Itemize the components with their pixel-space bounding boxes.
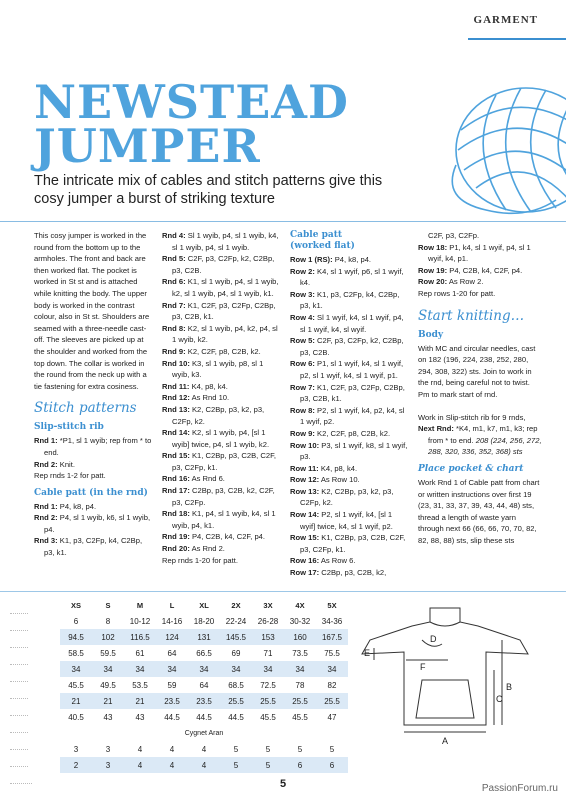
slip-rnd-2: Rnd 2: Knit. [34, 459, 75, 469]
table-cell: 153 [252, 629, 284, 645]
table-cell: 45.5 [252, 709, 284, 725]
table-cell: 8 [92, 613, 124, 629]
size-header: 5X [327, 600, 337, 610]
table-cell: 64 [156, 645, 188, 661]
table-cell: 4 [156, 757, 188, 773]
next-round: Next Rnd: *K4, m1, k7, m1, k3; rep from * to end. 208 (224, 256, 272, 288, 320, 336, 352, 368) sts [418, 424, 542, 457]
pattern-row: Rnd 13: K2, C2Bp, p3, k2, p3, C2Fp, k2. [162, 404, 265, 426]
pattern-row: Row 5: C2F, p3, C2Fp, k2, C2Bp, p3, C2B. [290, 336, 404, 357]
pattern-row: Rnd 3: K1, p3, C2Fp, k4, C2Bp, p3, k1. [34, 536, 143, 558]
table-cell: 6 [284, 757, 316, 773]
col4-continuation: C2F, p3, C2Fp. [428, 231, 480, 240]
pattern-row: Rnd 2: P4, sl 1 wyib, k6, sl 1 wyib, p4. [34, 513, 151, 534]
table-cell: 78 [284, 677, 316, 693]
table-cell: 43 [124, 709, 156, 725]
pattern-row: Rnd 19: P4, C2B, k4, C2F, p4. [162, 532, 266, 542]
table-cell: 45.5 [284, 709, 316, 725]
table-cell: 25.5 [252, 693, 284, 709]
table-cell: 45.5 [60, 677, 92, 693]
table-cell: 34 [316, 661, 348, 677]
table-cell: 71 [252, 645, 284, 661]
size-header: 3X [263, 600, 273, 610]
table-cell: 72.5 [252, 677, 284, 693]
table-cell: 69 [220, 645, 252, 661]
table-cell: 53.5 [124, 677, 156, 693]
table-cell: 34 [188, 661, 220, 677]
table-cell: 44.5 [156, 709, 188, 725]
table-cell: 34 [60, 661, 92, 677]
table-cell: 10-12 [124, 613, 156, 629]
table-cell: 59.5 [92, 645, 124, 661]
col1-rows [34, 501, 152, 559]
table-row [28, 645, 348, 661]
table-cell: 4 [156, 741, 188, 757]
pattern-row: Rnd 8: K2, sl 1 wyib, p4, k2, p4, sl 1 wyib, k2. [162, 323, 278, 345]
pattern-row: Row 19: P4, C2B, k4, C2F, p4. [418, 265, 523, 275]
pattern-row: Rnd 17: C2Bp, p3, C2B, k2, C2F, p3, C2Fp. [162, 486, 275, 507]
garment-schematic [360, 600, 540, 750]
page-subtitle: The intricate mix of cables and stitch patterns give this cosy jumper a burst of striking texture [34, 173, 383, 207]
section-label: GARMENT [473, 14, 538, 26]
start-knitting-heading: Start knitting… [418, 307, 525, 324]
pattern-row: Rnd 1: P4, k8, p4. [34, 501, 97, 511]
pattern-row: Row 9: K2, C2F, p8, C2B, k2. [290, 428, 391, 438]
pattern-row: Row 7: K1, C2F, p3, C2Fp, C2Bp, p3, C2B, k1. [290, 382, 405, 404]
table-cell: 25.5 [284, 693, 316, 709]
pattern-row: Rnd 16: As Rnd 6. [162, 474, 225, 484]
pattern-row: Row 10: P3, sl 1 wyif, k8, sl 1 wyif, p3. [290, 440, 408, 462]
pattern-row: Row 12: As Row 10. [290, 475, 360, 485]
size-table [28, 597, 348, 773]
body-text-2: Work in Slip-stitch rib for 9 rnds, [418, 412, 526, 422]
pattern-row: Row 11: K4, p8, k4. [290, 463, 358, 473]
table-cell: 34 [284, 661, 316, 677]
table-row [28, 629, 348, 645]
pattern-row: Rnd 12: As Rnd 10. [162, 393, 230, 403]
pattern-row: Row 1 (RS): P4, k8, p4. [290, 255, 372, 264]
table-cell: 5 [252, 757, 284, 773]
table-cell: 75.5 [316, 645, 348, 661]
pattern-row: Rnd 7: K1, C2F, p3, C2Fp, C2Bp, p3, C2B, k1. [162, 300, 276, 322]
table-cell: 22-24 [220, 613, 252, 629]
size-header: XS [70, 600, 81, 610]
table-row [28, 709, 348, 725]
table-cell: 47 [316, 709, 348, 725]
table-cell: 102 [92, 629, 124, 645]
table-cell: 131 [188, 629, 220, 645]
table-cell: 4 [188, 741, 220, 757]
watermark: PassionForum.ru [481, 783, 558, 794]
yarn-label-row [28, 725, 348, 741]
size-header: L [169, 600, 175, 610]
table-cell: 4 [124, 741, 156, 757]
column-1 [34, 230, 152, 559]
table-cell: 26-28 [252, 613, 284, 629]
table-cell: 14-16 [156, 613, 188, 629]
stitch-patterns-heading: Stitch patterns [34, 400, 137, 417]
pattern-row: Rnd 14: K2, sl 1 wyib, p4, [sl 1 wyib] twice, p4, sl 1 wyib, k2. [162, 428, 270, 449]
label-e: E [364, 648, 371, 658]
table-cell: 73.5 [284, 645, 316, 661]
table-cell: 3 [92, 757, 124, 773]
table-divider [0, 591, 566, 592]
table-cell: 5 [284, 741, 316, 757]
pattern-row: Rnd 9: K2, C2F, p8, C2B, k2. [162, 346, 261, 356]
yarn-ball-illustration [426, 70, 566, 230]
size-header: XL [199, 600, 209, 610]
table-cell: 18-20 [188, 613, 220, 629]
table-cell: 94.5 [60, 629, 92, 645]
label-c: C [496, 694, 503, 704]
pattern-row: Row 4: Sl 1 wyif, k4, sl 1 wyif, p4, sl 1 wyif, k4, sl wyif. [290, 312, 404, 334]
size-header: 4X [295, 600, 305, 610]
table-cell: 23.5 [156, 693, 188, 709]
table-row [28, 757, 348, 773]
table-cell: 3 [92, 741, 124, 757]
table-cell: 34 [124, 661, 156, 677]
table-cell: 58.5 [60, 645, 92, 661]
title-line-1: NEWSTEAD [34, 75, 349, 129]
label-f: F [420, 662, 426, 672]
size-header: 2X [231, 600, 241, 610]
table-cell: 116.5 [124, 629, 156, 645]
size-header: M [136, 600, 144, 610]
label-a: A [442, 736, 449, 746]
pattern-row: Row 18: P1, k4, sl 1 wyif, p4, sl 1 wyif, k4, p1. [418, 242, 531, 264]
table-cell: 160 [284, 629, 316, 645]
slip-rnd-1: Rnd 1: *P1, sl 1 wyib; rep from * to end. [34, 436, 152, 457]
table-cell: 2 [60, 757, 92, 773]
slip-repeat: Rep rnds 1-2 for patt. [34, 471, 106, 481]
pattern-row: Row 3: K1, p3, C2Fp, k4, C2Bp, p3, k1. [290, 289, 400, 311]
pattern-row: Row 20: As Row 2. [418, 277, 484, 287]
table-cell: 82 [316, 677, 348, 693]
size-header: S [105, 600, 111, 610]
table-cell: 145.5 [220, 629, 252, 645]
col4-repeat: Rep rows 1-20 for patt. [418, 288, 496, 298]
pattern-row: Rnd 6: K1, sl 1 wyib, p4, sl 1 wyib, k2, sl 1 wyib, p4, sl 1 wyib, k1. [162, 277, 279, 298]
table-cell: 43 [92, 709, 124, 725]
cable-patt-rnd-heading: Cable patt (in the rnd) [34, 487, 148, 498]
table-cell: 5 [220, 757, 252, 773]
label-b: B [506, 682, 513, 692]
table-row [28, 741, 348, 757]
intro-text: This cosy jumper is worked in the round from the bottom up to the armholes. The front and back are then worked flat. The pocket is worked in St st and is attached while knitting the body. The upper body is worked in the contrast colour, also in St st. Shoulders are seamed with a three-needle cast-off. The sleeves are picked up at the shoulder and worked from the top down. The collar is worked in the round from the neck up with a tie fastening for extra cosiness. [34, 231, 150, 391]
cable-patt-flat-heading: Cable patt (worked flat) [290, 230, 355, 251]
table-cell: 4 [124, 757, 156, 773]
table-cell: 25.5 [220, 693, 252, 709]
pattern-row: Rnd 18: K1, p4, sl 1 wyib, k4, sl 1 wyib, p4, k1. [162, 509, 276, 530]
table-cell: 34-36 [316, 613, 348, 629]
slip-stitch-rib-heading: Slip-stitch rib [34, 422, 104, 433]
pattern-row: Row 17: C2Bp, p3, C2B, k2, [290, 568, 387, 578]
pattern-row: Row 16: As Row 6. [290, 556, 356, 566]
page-number: 5 [279, 778, 287, 790]
column-3 [290, 230, 408, 579]
pattern-row: Rnd 10: K3, sl 1 wyib, p8, sl 1 wyib, k3. [162, 358, 264, 380]
table-row [28, 677, 348, 693]
column-2 [162, 230, 280, 566]
table-cell: 61 [124, 645, 156, 661]
table-cell: 3 [60, 741, 92, 757]
table-cell: 6 [316, 757, 348, 773]
pattern-row: Rnd 5: C2F, p3, C2Fp, k2, C2Bp, p3, C2B. [162, 254, 275, 275]
col2-repeat: Rep rnds 1-20 for patt. [162, 555, 238, 565]
table-cell: 21 [60, 693, 92, 709]
table-row [28, 613, 348, 629]
label-d: D [430, 634, 437, 644]
pattern-row: Rnd 11: K4, p8, k4. [162, 381, 228, 391]
table-cell: 59 [156, 677, 188, 693]
table-cell: 5 [252, 741, 284, 757]
table-cell: 34 [156, 661, 188, 677]
table-cell: 64 [188, 677, 220, 693]
table-cell: 6 [60, 613, 92, 629]
page-title [34, 75, 349, 173]
header-rule [468, 38, 566, 40]
pattern-row: Row 14: P2, sl 1 wyif, k4, [sl 1 wyif] twice, k4, sl 1 wyif, p2. [290, 510, 393, 531]
table-cell: 30-32 [284, 613, 316, 629]
table-row [28, 661, 348, 677]
table-row [28, 693, 348, 709]
pattern-row: Rnd 20: As Rnd 2. [162, 544, 225, 554]
table-cell: 167.5 [316, 629, 348, 645]
table-cell: 49.5 [92, 677, 124, 693]
pattern-row: Row 8: P2, sl 1 wyif, k4, p2, k4, sl 1 wyif, p2. [290, 405, 405, 427]
yarn-label: Cygnet Aran [60, 725, 348, 741]
table-cell: 21 [92, 693, 124, 709]
pattern-row: Row 2: K4, sl 1 wyif, p6, sl 1 wyif, k4. [290, 266, 404, 288]
place-pocket-heading: Place pocket & chart [418, 463, 524, 474]
pocket-text: Work Rnd 1 of Cable patt from chart or written instructions over first 19 (23, 31, 33, 37, 39, 43, 44, 48) sts, thread a length of waste yarn through next 66 (66, 66, 70, 70, 82, 82, 88, 88) sts, slip these sts [418, 477, 540, 545]
pattern-row: Rnd 4: Sl 1 wyib, p4, sl 1 wyib, k4, sl 1 wyib, p4, sl 1 wyib. [162, 231, 279, 252]
table-cell: 66.5 [188, 645, 220, 661]
table-cell: 44.5 [188, 709, 220, 725]
body-text: With MC and circular needles, cast on 182 (196, 224, 238, 252, 280, 294, 308, 322) sts. Join to work in the rnd, being careful not to twist. Pm to mark start of rnd. [418, 343, 536, 399]
body-heading: Body [418, 329, 444, 340]
table-cell: 4 [188, 757, 220, 773]
table-cell: 44.5 [220, 709, 252, 725]
table-cell: 68.5 [220, 677, 252, 693]
table-cell: 5 [220, 741, 252, 757]
intro-divider [0, 221, 566, 222]
size-header-row [28, 597, 348, 613]
table-cell: 34 [252, 661, 284, 677]
table-cell: 25.5 [316, 693, 348, 709]
table-cell: 40.5 [60, 709, 92, 725]
pattern-row: Row 13: K2, C2Bp, p3, k2, p3, C2Fp, k2. [290, 486, 394, 508]
table-cell: 124 [156, 629, 188, 645]
pattern-row: Row 15: K1, C2Bp, p3, C2B, C2F, p3, C2Fp, k1. [290, 533, 406, 554]
table-cell: 34 [220, 661, 252, 677]
table-cell: 34 [92, 661, 124, 677]
pattern-row: Row 6: P1, sl 1 wyif, k4, sl 1 wyif, p2, sl 1 wyif, k4, sl 1 wyif, p1. [290, 359, 404, 380]
table-cell: 5 [316, 741, 348, 757]
column-4 [418, 230, 542, 546]
pattern-row: Rnd 15: K1, C2Bp, p3, C2B, C2F, p3, C2Fp, k1. [162, 451, 276, 472]
title-line-2: JUMPER [34, 119, 261, 173]
table-cell: 23.5 [188, 693, 220, 709]
table-cell: 21 [124, 693, 156, 709]
